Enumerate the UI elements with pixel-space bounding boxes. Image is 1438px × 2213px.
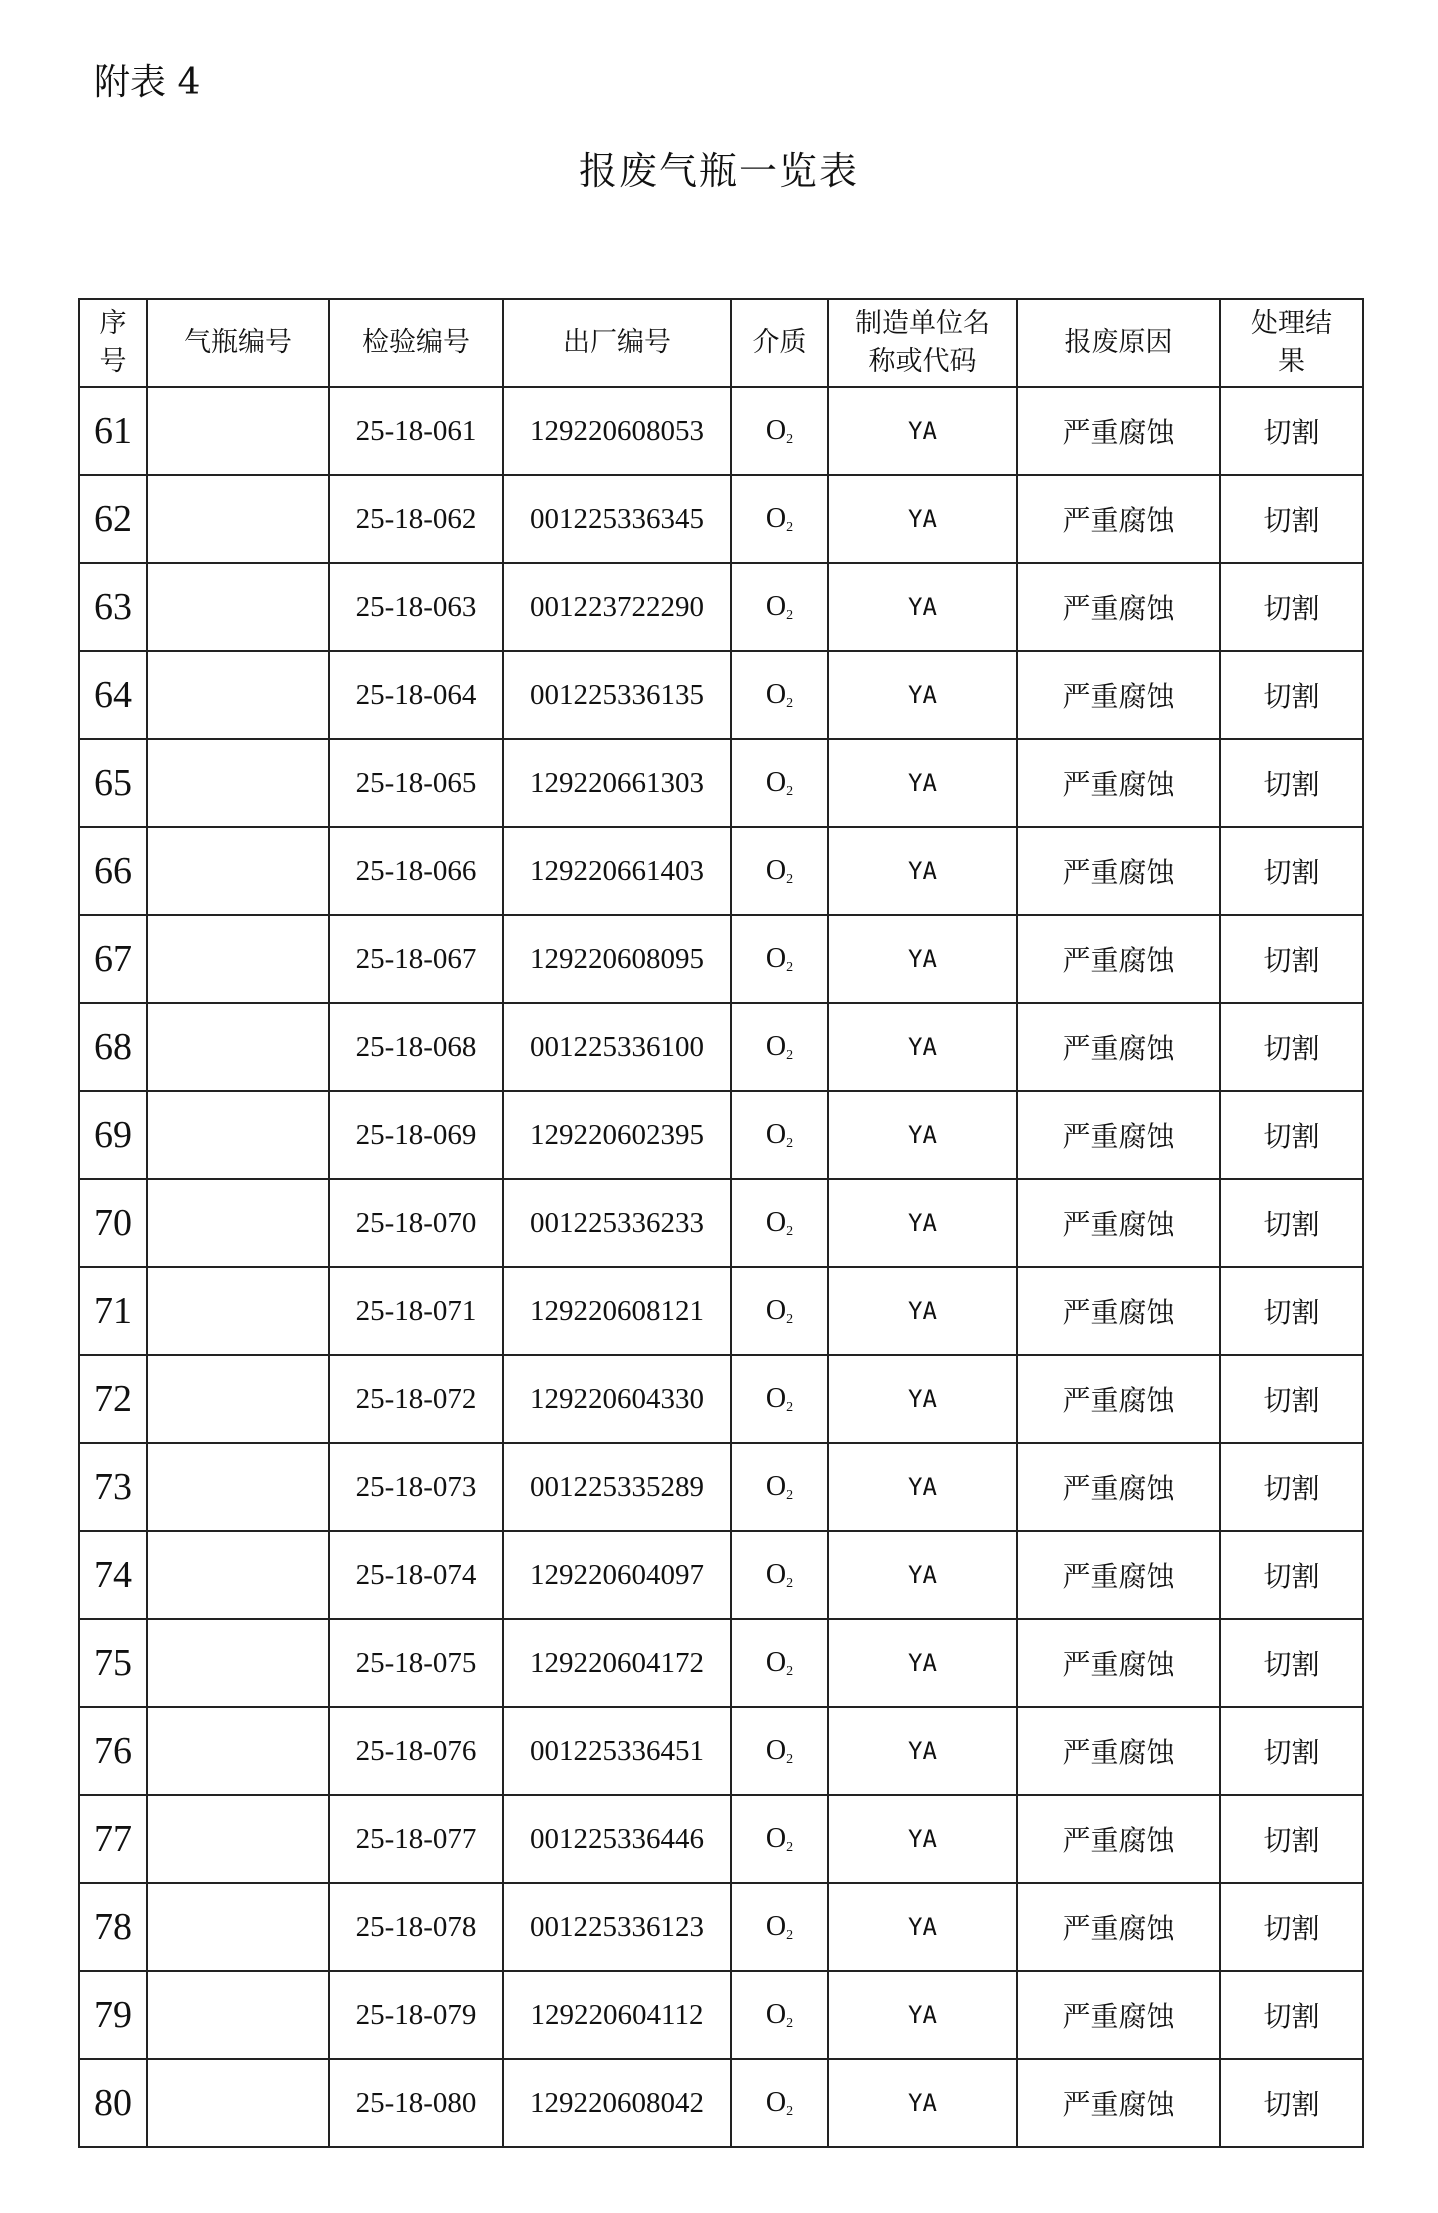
- row-result: 切割: [1220, 475, 1363, 563]
- row-factory-no: 129220608095: [503, 915, 731, 1003]
- row-medium: [731, 2059, 828, 2147]
- row-result: 切割: [1220, 1443, 1363, 1531]
- row-reason: 严重腐蚀: [1017, 1003, 1220, 1091]
- row-seq: 62: [79, 475, 147, 563]
- row-medium: [731, 739, 828, 827]
- row-reason: 严重腐蚀: [1017, 1707, 1220, 1795]
- row-maker: YA: [828, 1883, 1017, 1971]
- row-medium: [731, 1883, 828, 1971]
- table-row: [79, 387, 1363, 475]
- row-cylinder-no: [147, 1267, 329, 1355]
- row-cylinder-no: [147, 1003, 329, 1091]
- row-reason: 严重腐蚀: [1017, 651, 1220, 739]
- row-cylinder-no: [147, 827, 329, 915]
- row-factory-no: 001225336233: [503, 1179, 731, 1267]
- scrapped-cylinder-table: [78, 298, 1364, 2148]
- column-header-maker: 制造单位名称或代码: [828, 299, 1017, 387]
- row-maker: YA: [828, 1531, 1017, 1619]
- row-medium: [731, 563, 828, 651]
- row-result: 切割: [1220, 1619, 1363, 1707]
- medium-subscript: 2: [786, 1487, 794, 1503]
- row-result: 切割: [1220, 1003, 1363, 1091]
- row-seq: 65: [79, 739, 147, 827]
- row-maker: YA: [828, 387, 1017, 475]
- table-row: [79, 827, 1363, 915]
- row-seq: 76: [79, 1707, 147, 1795]
- medium-symbol: O: [765, 1646, 787, 1678]
- medium-symbol: O: [765, 1294, 787, 1326]
- row-seq: 61: [79, 387, 147, 475]
- table-row: [79, 1883, 1363, 1971]
- medium-symbol: O: [765, 1734, 787, 1766]
- row-inspection-no: 25-18-062: [329, 475, 503, 563]
- table-row: [79, 915, 1363, 1003]
- medium-symbol: O: [765, 678, 787, 710]
- row-cylinder-no: [147, 475, 329, 563]
- medium-subscript: 2: [786, 783, 794, 799]
- row-inspection-no: 25-18-065: [329, 739, 503, 827]
- medium-subscript: 2: [786, 2103, 794, 2119]
- row-maker: YA: [828, 1355, 1017, 1443]
- medium-subscript: 2: [786, 1575, 794, 1591]
- row-reason: 严重腐蚀: [1017, 1619, 1220, 1707]
- medium-symbol: O: [765, 414, 787, 446]
- row-result: 切割: [1220, 1971, 1363, 2059]
- row-maker: YA: [828, 1971, 1017, 2059]
- column-header-medium: 介质: [731, 299, 828, 387]
- medium-subscript: 2: [786, 1927, 794, 1943]
- row-factory-no: 129220602395: [503, 1091, 731, 1179]
- table-row: [79, 1443, 1363, 1531]
- row-inspection-no: 25-18-073: [329, 1443, 503, 1531]
- row-medium: [731, 1267, 828, 1355]
- row-medium: [731, 1003, 828, 1091]
- row-factory-no: 129220608042: [503, 2059, 731, 2147]
- row-factory-no: 129220661403: [503, 827, 731, 915]
- row-cylinder-no: [147, 563, 329, 651]
- row-reason: 严重腐蚀: [1017, 915, 1220, 1003]
- row-medium: [731, 1091, 828, 1179]
- table-row: [79, 1267, 1363, 1355]
- row-seq: 64: [79, 651, 147, 739]
- row-reason: 严重腐蚀: [1017, 1531, 1220, 1619]
- row-reason: 严重腐蚀: [1017, 2059, 1220, 2147]
- row-seq: 77: [79, 1795, 147, 1883]
- row-cylinder-no: [147, 387, 329, 475]
- row-medium: [731, 387, 828, 475]
- row-cylinder-no: [147, 1795, 329, 1883]
- row-factory-no: 001225336451: [503, 1707, 731, 1795]
- row-seq: 70: [79, 1179, 147, 1267]
- row-cylinder-no: [147, 915, 329, 1003]
- row-inspection-no: 25-18-072: [329, 1355, 503, 1443]
- row-inspection-no: 25-18-064: [329, 651, 503, 739]
- column-header-inspection-no: 检验编号: [329, 299, 503, 387]
- table-body: [79, 387, 1363, 2147]
- row-reason: 严重腐蚀: [1017, 563, 1220, 651]
- row-factory-no: 001225335289: [503, 1443, 731, 1531]
- row-maker: YA: [828, 827, 1017, 915]
- medium-subscript: 2: [786, 1399, 794, 1415]
- row-medium: [731, 651, 828, 739]
- row-result: 切割: [1220, 739, 1363, 827]
- row-maker: YA: [828, 2059, 1017, 2147]
- table-row: [79, 651, 1363, 739]
- row-seq: 67: [79, 915, 147, 1003]
- row-cylinder-no: [147, 1531, 329, 1619]
- table-row: [79, 1795, 1363, 1883]
- table-row: [79, 475, 1363, 563]
- medium-subscript: 2: [786, 1311, 794, 1327]
- row-seq: 79: [79, 1971, 147, 2059]
- medium-symbol: O: [765, 1382, 787, 1414]
- row-medium: [731, 1179, 828, 1267]
- row-result: 切割: [1220, 1531, 1363, 1619]
- row-result: 切割: [1220, 1267, 1363, 1355]
- medium-subscript: 2: [786, 1751, 794, 1767]
- row-reason: 严重腐蚀: [1017, 1267, 1220, 1355]
- row-seq: 80: [79, 2059, 147, 2147]
- row-maker: YA: [828, 563, 1017, 651]
- table-row: [79, 1971, 1363, 2059]
- row-medium: [731, 827, 828, 915]
- table-header-row: [79, 299, 1363, 387]
- row-factory-no: 001225336100: [503, 1003, 731, 1091]
- row-medium: [731, 1531, 828, 1619]
- row-seq: 63: [79, 563, 147, 651]
- row-cylinder-no: [147, 1443, 329, 1531]
- row-reason: 严重腐蚀: [1017, 387, 1220, 475]
- row-cylinder-no: [147, 1707, 329, 1795]
- row-inspection-no: 25-18-078: [329, 1883, 503, 1971]
- row-inspection-no: 25-18-071: [329, 1267, 503, 1355]
- medium-subscript: 2: [786, 1135, 794, 1151]
- row-result: 切割: [1220, 651, 1363, 739]
- row-factory-no: 129220604112: [503, 1971, 731, 2059]
- row-medium: [731, 1619, 828, 1707]
- row-factory-no: 129220608121: [503, 1267, 731, 1355]
- medium-symbol: O: [765, 1030, 787, 1062]
- row-seq: 78: [79, 1883, 147, 1971]
- row-medium: [731, 1795, 828, 1883]
- row-factory-no: 001225336446: [503, 1795, 731, 1883]
- medium-subscript: 2: [786, 1663, 794, 1679]
- column-header-cylinder-no: 气瓶编号: [147, 299, 329, 387]
- medium-subscript: 2: [786, 695, 794, 711]
- medium-symbol: O: [765, 1206, 787, 1238]
- row-factory-no: 001225336135: [503, 651, 731, 739]
- row-cylinder-no: [147, 1883, 329, 1971]
- row-factory-no: 001223722290: [503, 563, 731, 651]
- row-seq: 73: [79, 1443, 147, 1531]
- row-reason: 严重腐蚀: [1017, 1971, 1220, 2059]
- medium-symbol: O: [765, 1470, 787, 1502]
- column-header-factory-no: 出厂编号: [503, 299, 731, 387]
- medium-symbol: O: [765, 590, 787, 622]
- row-factory-no: 001225336123: [503, 1883, 731, 1971]
- row-factory-no: 129220604097: [503, 1531, 731, 1619]
- row-maker: YA: [828, 1619, 1017, 1707]
- row-reason: 严重腐蚀: [1017, 1179, 1220, 1267]
- row-maker: YA: [828, 1179, 1017, 1267]
- row-cylinder-no: [147, 651, 329, 739]
- row-medium: [731, 915, 828, 1003]
- row-medium: [731, 1971, 828, 2059]
- medium-subscript: 2: [786, 431, 794, 447]
- row-cylinder-no: [147, 1355, 329, 1443]
- row-result: 切割: [1220, 915, 1363, 1003]
- medium-subscript: 2: [786, 2015, 794, 2031]
- table-row: [79, 563, 1363, 651]
- row-cylinder-no: [147, 1179, 329, 1267]
- row-factory-no: 129220604172: [503, 1619, 731, 1707]
- row-reason: 严重腐蚀: [1017, 1355, 1220, 1443]
- row-inspection-no: 25-18-066: [329, 827, 503, 915]
- row-inspection-no: 25-18-080: [329, 2059, 503, 2147]
- row-result: 切割: [1220, 1179, 1363, 1267]
- row-maker: YA: [828, 1707, 1017, 1795]
- table-row: [79, 1619, 1363, 1707]
- row-result: 切割: [1220, 563, 1363, 651]
- row-medium: [731, 1707, 828, 1795]
- row-maker: YA: [828, 1267, 1017, 1355]
- row-result: 切割: [1220, 1707, 1363, 1795]
- row-reason: 严重腐蚀: [1017, 475, 1220, 563]
- appendix-label: 附表 4: [94, 62, 201, 103]
- row-seq: 68: [79, 1003, 147, 1091]
- medium-symbol: O: [765, 2086, 787, 2118]
- medium-subscript: 2: [786, 1047, 794, 1063]
- row-inspection-no: 25-18-075: [329, 1619, 503, 1707]
- medium-symbol: O: [765, 942, 787, 974]
- medium-symbol: O: [765, 1910, 787, 1942]
- row-cylinder-no: [147, 1619, 329, 1707]
- table-row: [79, 739, 1363, 827]
- row-result: 切割: [1220, 1795, 1363, 1883]
- table-row: [79, 1003, 1363, 1091]
- row-inspection-no: 25-18-067: [329, 915, 503, 1003]
- row-factory-no: 129220604330: [503, 1355, 731, 1443]
- row-inspection-no: 25-18-079: [329, 1971, 503, 2059]
- table-row: [79, 1091, 1363, 1179]
- row-seq: 74: [79, 1531, 147, 1619]
- medium-symbol: O: [765, 1558, 787, 1590]
- row-seq: 75: [79, 1619, 147, 1707]
- column-header-seq: 序号: [79, 299, 147, 387]
- row-factory-no: 001225336345: [503, 475, 731, 563]
- row-factory-no: 129220608053: [503, 387, 731, 475]
- row-reason: 严重腐蚀: [1017, 827, 1220, 915]
- column-header-reason: 报废原因: [1017, 299, 1220, 387]
- column-header-result: 处理结果: [1220, 299, 1363, 387]
- table-row: [79, 1355, 1363, 1443]
- row-medium: [731, 475, 828, 563]
- table-row: [79, 2059, 1363, 2147]
- row-cylinder-no: [147, 739, 329, 827]
- medium-subscript: 2: [786, 607, 794, 623]
- row-inspection-no: 25-18-076: [329, 1707, 503, 1795]
- row-reason: 严重腐蚀: [1017, 739, 1220, 827]
- row-inspection-no: 25-18-070: [329, 1179, 503, 1267]
- table-row: [79, 1179, 1363, 1267]
- row-medium: [731, 1355, 828, 1443]
- medium-subscript: 2: [786, 959, 794, 975]
- row-seq: 69: [79, 1091, 147, 1179]
- row-maker: YA: [828, 915, 1017, 1003]
- medium-symbol: O: [765, 1118, 787, 1150]
- row-maker: YA: [828, 1003, 1017, 1091]
- medium-symbol: O: [765, 854, 787, 886]
- medium-subscript: 2: [786, 1839, 794, 1855]
- row-cylinder-no: [147, 2059, 329, 2147]
- row-result: 切割: [1220, 827, 1363, 915]
- row-inspection-no: 25-18-069: [329, 1091, 503, 1179]
- row-reason: 严重腐蚀: [1017, 1443, 1220, 1531]
- row-maker: YA: [828, 1091, 1017, 1179]
- medium-subscript: 2: [786, 1223, 794, 1239]
- row-factory-no: 129220661303: [503, 739, 731, 827]
- medium-symbol: O: [765, 1822, 787, 1854]
- row-cylinder-no: [147, 1091, 329, 1179]
- row-maker: YA: [828, 1443, 1017, 1531]
- row-result: 切割: [1220, 2059, 1363, 2147]
- row-medium: [731, 1443, 828, 1531]
- row-maker: YA: [828, 739, 1017, 827]
- row-inspection-no: 25-18-068: [329, 1003, 503, 1091]
- medium-symbol: O: [765, 502, 787, 534]
- table-row: [79, 1531, 1363, 1619]
- row-inspection-no: 25-18-074: [329, 1531, 503, 1619]
- row-inspection-no: 25-18-063: [329, 563, 503, 651]
- medium-subscript: 2: [786, 871, 794, 887]
- row-seq: 72: [79, 1355, 147, 1443]
- medium-subscript: 2: [786, 519, 794, 535]
- row-maker: YA: [828, 475, 1017, 563]
- row-result: 切割: [1220, 1355, 1363, 1443]
- row-result: 切割: [1220, 387, 1363, 475]
- row-reason: 严重腐蚀: [1017, 1883, 1220, 1971]
- row-inspection-no: 25-18-061: [329, 387, 503, 475]
- row-result: 切割: [1220, 1883, 1363, 1971]
- page-title: 报废气瓶一览表: [578, 149, 859, 193]
- row-seq: 66: [79, 827, 147, 915]
- table-row: [79, 1707, 1363, 1795]
- row-reason: 严重腐蚀: [1017, 1795, 1220, 1883]
- row-maker: YA: [828, 651, 1017, 739]
- medium-symbol: O: [765, 766, 787, 798]
- row-reason: 严重腐蚀: [1017, 1091, 1220, 1179]
- row-inspection-no: 25-18-077: [329, 1795, 503, 1883]
- medium-symbol: O: [765, 1998, 787, 2030]
- row-result: 切割: [1220, 1091, 1363, 1179]
- row-maker: YA: [828, 1795, 1017, 1883]
- row-cylinder-no: [147, 1971, 329, 2059]
- row-seq: 71: [79, 1267, 147, 1355]
